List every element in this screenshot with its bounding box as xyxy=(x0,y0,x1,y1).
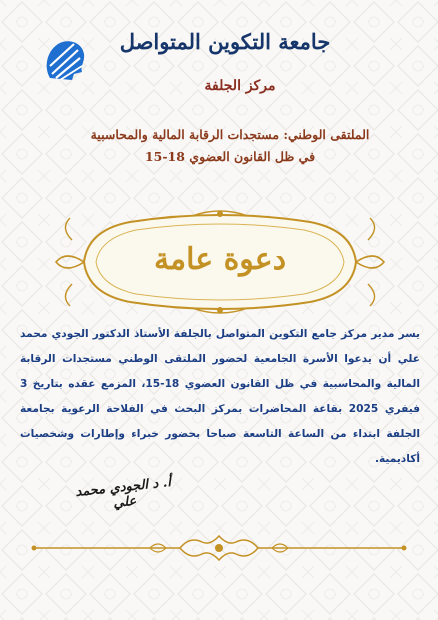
university-logo xyxy=(38,34,90,86)
center-name: مركز الجلفة xyxy=(204,78,276,94)
forum-title xyxy=(60,124,400,168)
invitation-body: يسر مدير مركز جامع التكوين المتواصل بالجلفة الأستاذ الدكتور الجودي محمد علي أن يدعوا الأسرة الجامعية لحضور الملتقى الوطني مستجدات الرقابة المالية والمحاسبية في ظل القانون العضوي 18-15، المزمع عقده بتاريخ 3 فيفري 2025 بقاعة المحاضرات بمركز البحث في الفلاحة الرعوية بجامعة الجلفة ابتداء من الساعة التاسعة صباحا بحضور خبراء وإطارات وشخصيات أكاديمية. xyxy=(20,328,421,465)
university-name: جامعة التكوين المتواصل xyxy=(119,29,331,54)
signature: أ. د الجودي محمد علي xyxy=(74,475,172,512)
forum-title-line-2: في ظل القانون العضوي 18-15 xyxy=(144,149,316,164)
forum-title-line-1: الملتقى الوطني: مستجدات الرقابة المالية والمحاسبية xyxy=(90,127,370,142)
invitation-label: دعوة عامة xyxy=(153,242,287,277)
ornamental-divider xyxy=(30,530,408,566)
